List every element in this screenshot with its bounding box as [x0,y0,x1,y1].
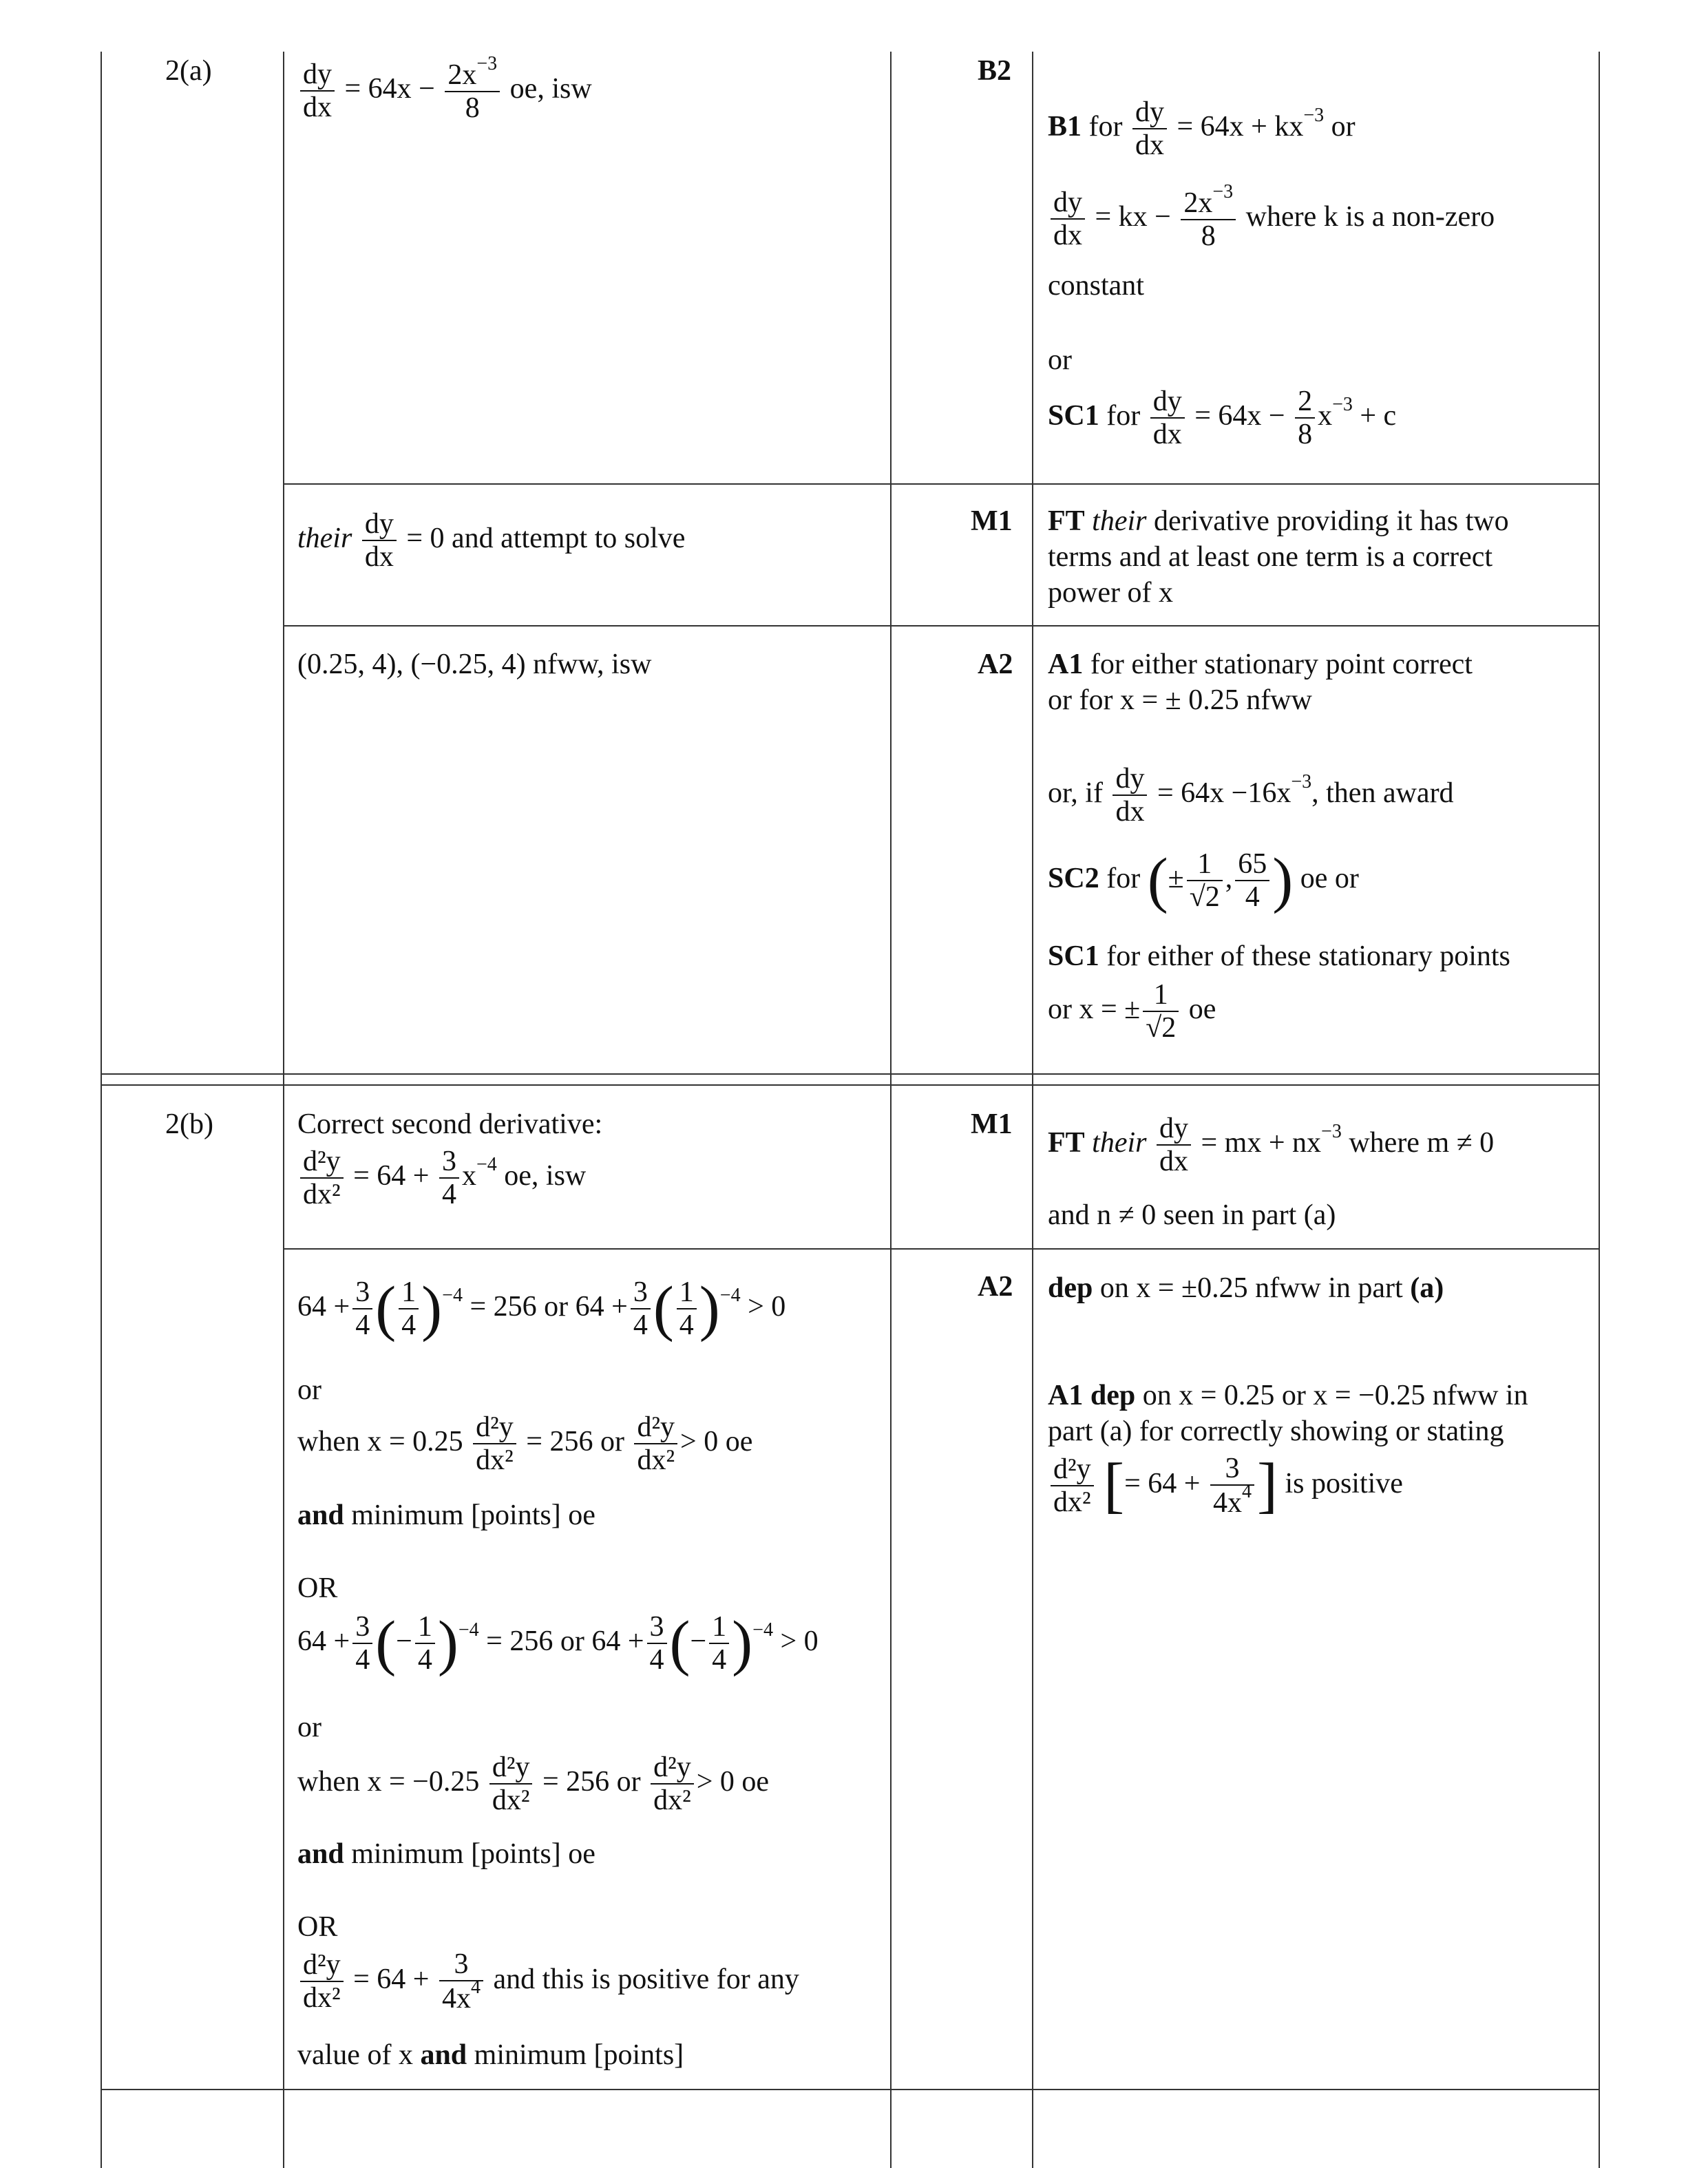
guidance-positive-expression: $\frac{\text{d²y}}{\text{dx²}}$ [= 64 + $\frac{3}{4x^4}$ ] is positive [1048,1453,1403,1519]
answer-set-zero: their $\frac{dy}{dx}$ = 0 and attempt to solve [297,508,686,573]
answer-stationary-points: (0.25, 4), (−0.25, 4) nfww, isw [297,649,652,680]
answer-second-derivative: $\frac{\text{d²y}}{\text{dx²}}$ = 64 + $\frac{3}{4}$ $x^{-4}$ oe, isw [297,1146,586,1210]
guidance-alt-derivative: or, if $\frac{dy}{dx}$ = $64x -16x^{-3}$, then award [1048,763,1454,828]
answer-when-negative: when x = −0.25 $\frac{\text{d²y}}{\text{dx²}}$ = 256 or $\frac{\text{d²y}}{\text{dx²}}$ > 0 oe [297,1751,770,1817]
answer-derivative: $\frac{dy}{dx}$ = 64x − $\frac{2x^{-3}}{8}$ oe, isw [297,58,592,124]
column-divider-2 [890,52,892,2168]
guidance-text: terms and at least one term is a correct [1048,541,1493,573]
answer-substitution-negative: 64 + $\frac{3}{4}$ (− $\frac{1}{4}$ )$^{-4}$ = 256 or 64 + $\frac{3}{4}$ (− $\frac{1}{4}$ )$^{-4}$ > 0 [297,1609,819,1678]
answer-text: OR [297,1572,338,1604]
mark-m1: M1 [971,1108,1013,1140]
row-divider [101,2089,1599,2090]
column-divider-1 [283,52,284,2168]
guidance-text: and n ≠ 0 seen in part (a) [1048,1199,1336,1231]
answer-minimum: and minimum [points] oe [297,1838,595,1870]
guidance-b1: B1 for $\frac{dy}{dx}$ = $64x + kx^{-3}$ or [1048,96,1356,162]
guidance-sc1: SC1 for either of these stationary points [1048,940,1510,972]
question-number: 2(b) [165,1108,213,1140]
guidance-ft: FT their $\frac{dy}{dx}$ = mx + $nx^{-3}$ where m ≠ 0 [1048,1113,1495,1178]
row-divider [283,1248,1599,1250]
row-divider-double [101,1073,1599,1075]
answer-text: or [297,1374,321,1406]
row-divider [283,483,1599,485]
answer-text: or [297,1712,321,1743]
mark-m1: M1 [971,505,1013,537]
guidance-ft: FT their derivative providing it has two [1048,505,1509,537]
answer-general-positive: $\frac{\text{d²y}}{\text{dx²}}$ = 64 + $\frac{3}{4x^4}$ and this is positive for any [297,1948,799,2014]
guidance-text: power of x [1048,577,1173,609]
guidance-text: or [1048,344,1072,376]
answer-substitution-positive: 64 + $\frac{3}{4}$ ( $\frac{1}{4}$ )$^{-4}$ = 256 or 64 + $\frac{3}{4}$ ( $\frac{1}{4}$ )$^{-4}$ > 0 [297,1274,786,1343]
guidance-a1: A1 for either stationary point correct [1048,649,1473,680]
mark-b2: B2 [978,55,1012,87]
guidance-b1-alt: $\frac{dy}{dx}$ = kx − $\frac{2x^{-3}}{8}$ where k is a non-zero [1048,186,1495,252]
row-divider-double [101,1084,1599,1086]
row-divider [283,625,1599,627]
guidance-sc2: SC2 for (± $\frac{1}{√2}$ , $\frac{65}{4}$ ) oe or [1048,846,1359,915]
guidance-text: constant [1048,270,1144,302]
guidance-alt-x: or x = ± $\frac{1}{√2}$ oe [1048,979,1216,1044]
answer-heading: Correct second derivative: [297,1108,603,1140]
table-border-left [101,52,102,2168]
guidance-text: part (a) for correctly showing or stating [1048,1415,1504,1447]
guidance-sc1: SC1 for $\frac{dy}{dx}$ = 64x − $\frac{2}{8}$ $x^{-3} + c$ [1048,386,1397,451]
guidance-dep: dep on x = ±0.25 nfww in part (a) [1048,1272,1444,1304]
guidance-a1-dep: A1 dep on x = 0.25 or x = −0.25 nfww in [1048,1380,1528,1411]
answer-minimum: value of x and minimum [points] [297,2039,684,2071]
table-border-right [1599,52,1600,2168]
mark-a2: A2 [978,649,1013,680]
answer-when-positive: when x = 0.25 $\frac{\text{d²y}}{\text{dx²}}$ = 256 or $\frac{\text{d²y}}{\text{dx²}}$ > 0 oe [297,1411,753,1477]
answer-text: OR [297,1911,338,1943]
column-divider-3 [1032,52,1033,2168]
mark-a2: A2 [978,1271,1013,1303]
answer-minimum: and minimum [points] oe [297,1499,595,1531]
question-number: 2(a) [165,55,212,87]
guidance-text: or for x = ± 0.25 nfww [1048,684,1312,716]
